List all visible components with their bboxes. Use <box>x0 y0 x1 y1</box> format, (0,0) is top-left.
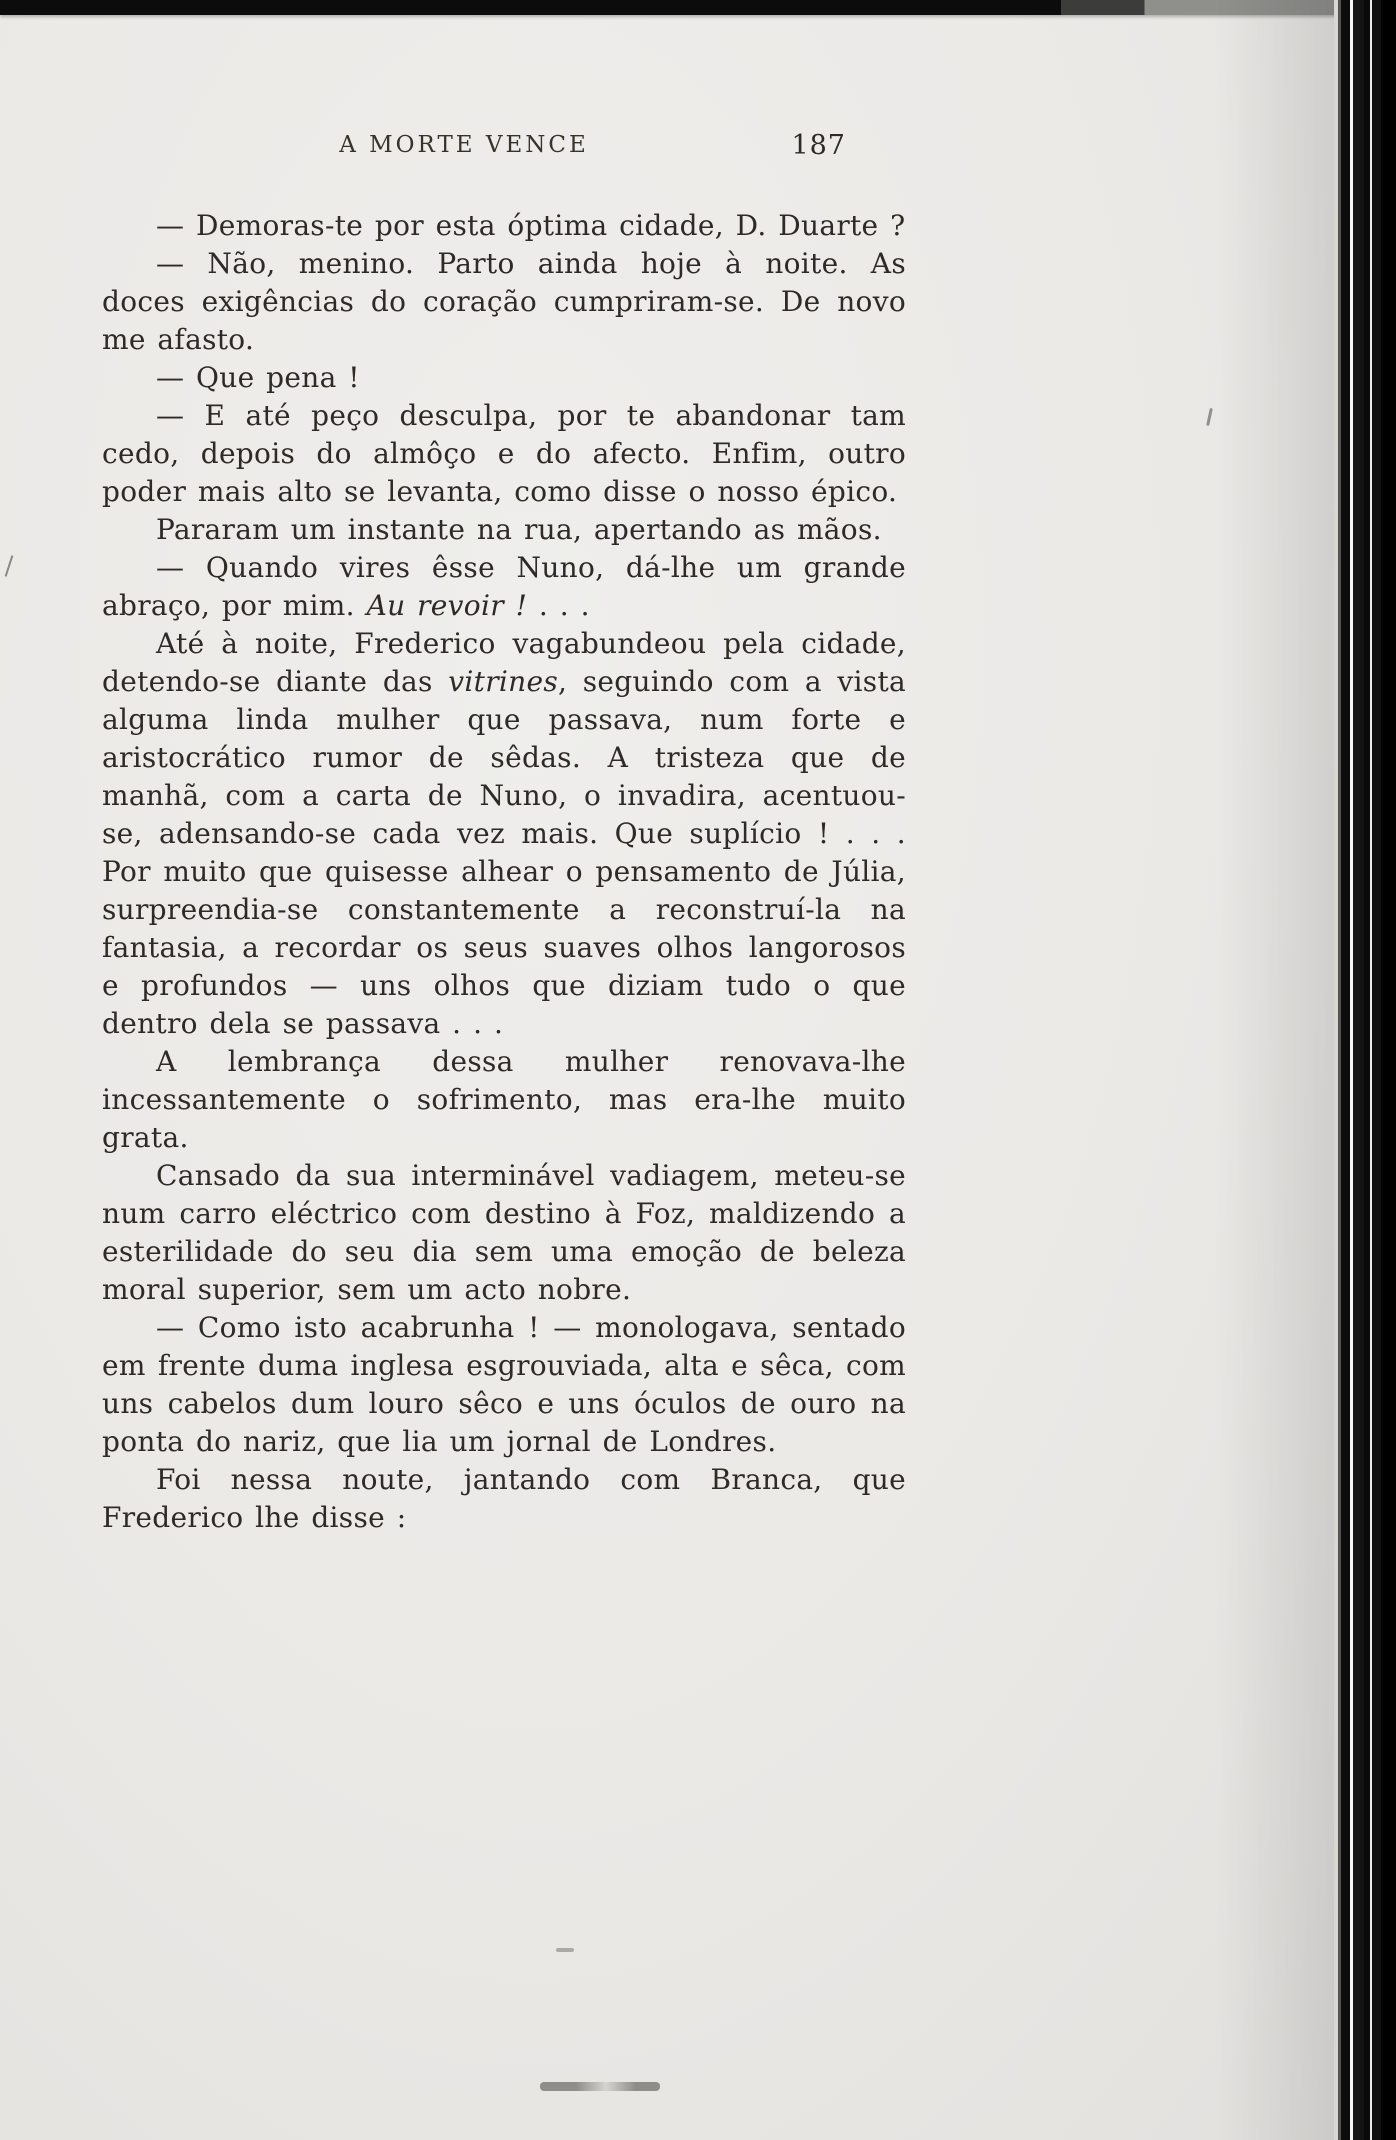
ink-mark-dots <box>556 1948 574 1952</box>
italic-text-run: vitrines <box>448 665 559 698</box>
running-title: A MORTE VENCE <box>339 132 589 158</box>
page-number: 187 <box>791 130 846 161</box>
paragraph <box>102 1157 906 1309</box>
paragraph <box>102 245 906 359</box>
paragraph <box>102 1043 906 1157</box>
ink-smudge-bottom <box>540 2082 660 2091</box>
gutter-shadow <box>1214 0 1334 2140</box>
ink-mark-left-margin <box>5 555 14 577</box>
text-run: — Não, menino. Parto ainda hoje à noite. As doces exigências do coração cumpriram-se. De novo me afasto. <box>102 247 906 356</box>
text-run: Pararam um instante na rua, apertando as mãos. <box>156 513 882 546</box>
paragraph <box>102 625 906 1043</box>
italic-text-run: Au revoir ! <box>366 589 528 622</box>
paragraph <box>102 1461 906 1537</box>
text-run: Até à noite, Frederico vagabundeou pela cidade, detendo-se diante das <box>102 627 906 698</box>
text-run: — Que pena ! <box>156 361 360 394</box>
paragraph <box>102 511 906 549</box>
text-run: , seguindo com a vista alguma linda mulher que passava, num forte e aristocrático rumor de sêdas. A tristeza que de manhã, com a carta de Nuno, o invadira, acentuou-se, adensando-se cada vez mais. Que suplício ! . . . Por muito que quisesse alhear o pensamento de Júlia, surpreendia-se constantemente a reconstruí-la na fantasia, a recordar os seus suaves olhos langorosos e profundos — uns olhos que diziam tudo o que dentro dela se passava . . . <box>102 665 907 1040</box>
body-text <box>102 207 906 1537</box>
paragraph <box>102 359 906 397</box>
paragraph <box>102 207 906 245</box>
paragraph <box>102 549 906 625</box>
paragraph <box>102 397 906 511</box>
text-run: — Como isto acabrunha ! — monologava, sentado em frente duma inglesa esgrouviada, alta e sêca, com uns cabelos dum louro sêco e uns óculos de ouro na ponta do nariz, que lia um jornal de Londres. <box>102 1311 906 1458</box>
text-run: — Demoras-te por esta óptima cidade, D. Duarte ? <box>156 209 906 242</box>
text-run: Cansado da sua interminável vadiagem, meteu-se num carro eléctrico com destino à Foz, maldizendo a esterilidade do seu dia sem uma emoção de beleza moral superior, sem um acto nobre. <box>102 1159 906 1306</box>
paragraph <box>102 1309 906 1461</box>
book-binding-edge <box>1334 0 1396 2140</box>
text-run: Foi nessa noute, jantando com Branca, que Frederico lhe disse : <box>102 1463 906 1534</box>
text-run: A lembrança dessa mulher renovava-lhe incessantemente o sofrimento, mas era-lhe muito grata. <box>102 1045 906 1154</box>
page-content <box>102 0 906 1537</box>
text-run: — E até peço desculpa, por te abandonar tam cedo, depois do almôço e do afecto. Enfim, outro poder mais alto se levanta, como disse o nosso épico. <box>102 399 906 508</box>
ink-mark-right-margin <box>1206 408 1213 426</box>
page-header <box>102 132 906 164</box>
text-run: . . . <box>527 589 590 622</box>
text-run: — Quando vires êsse Nuno, dá-lhe um grande abraço, por mim. <box>102 551 906 622</box>
